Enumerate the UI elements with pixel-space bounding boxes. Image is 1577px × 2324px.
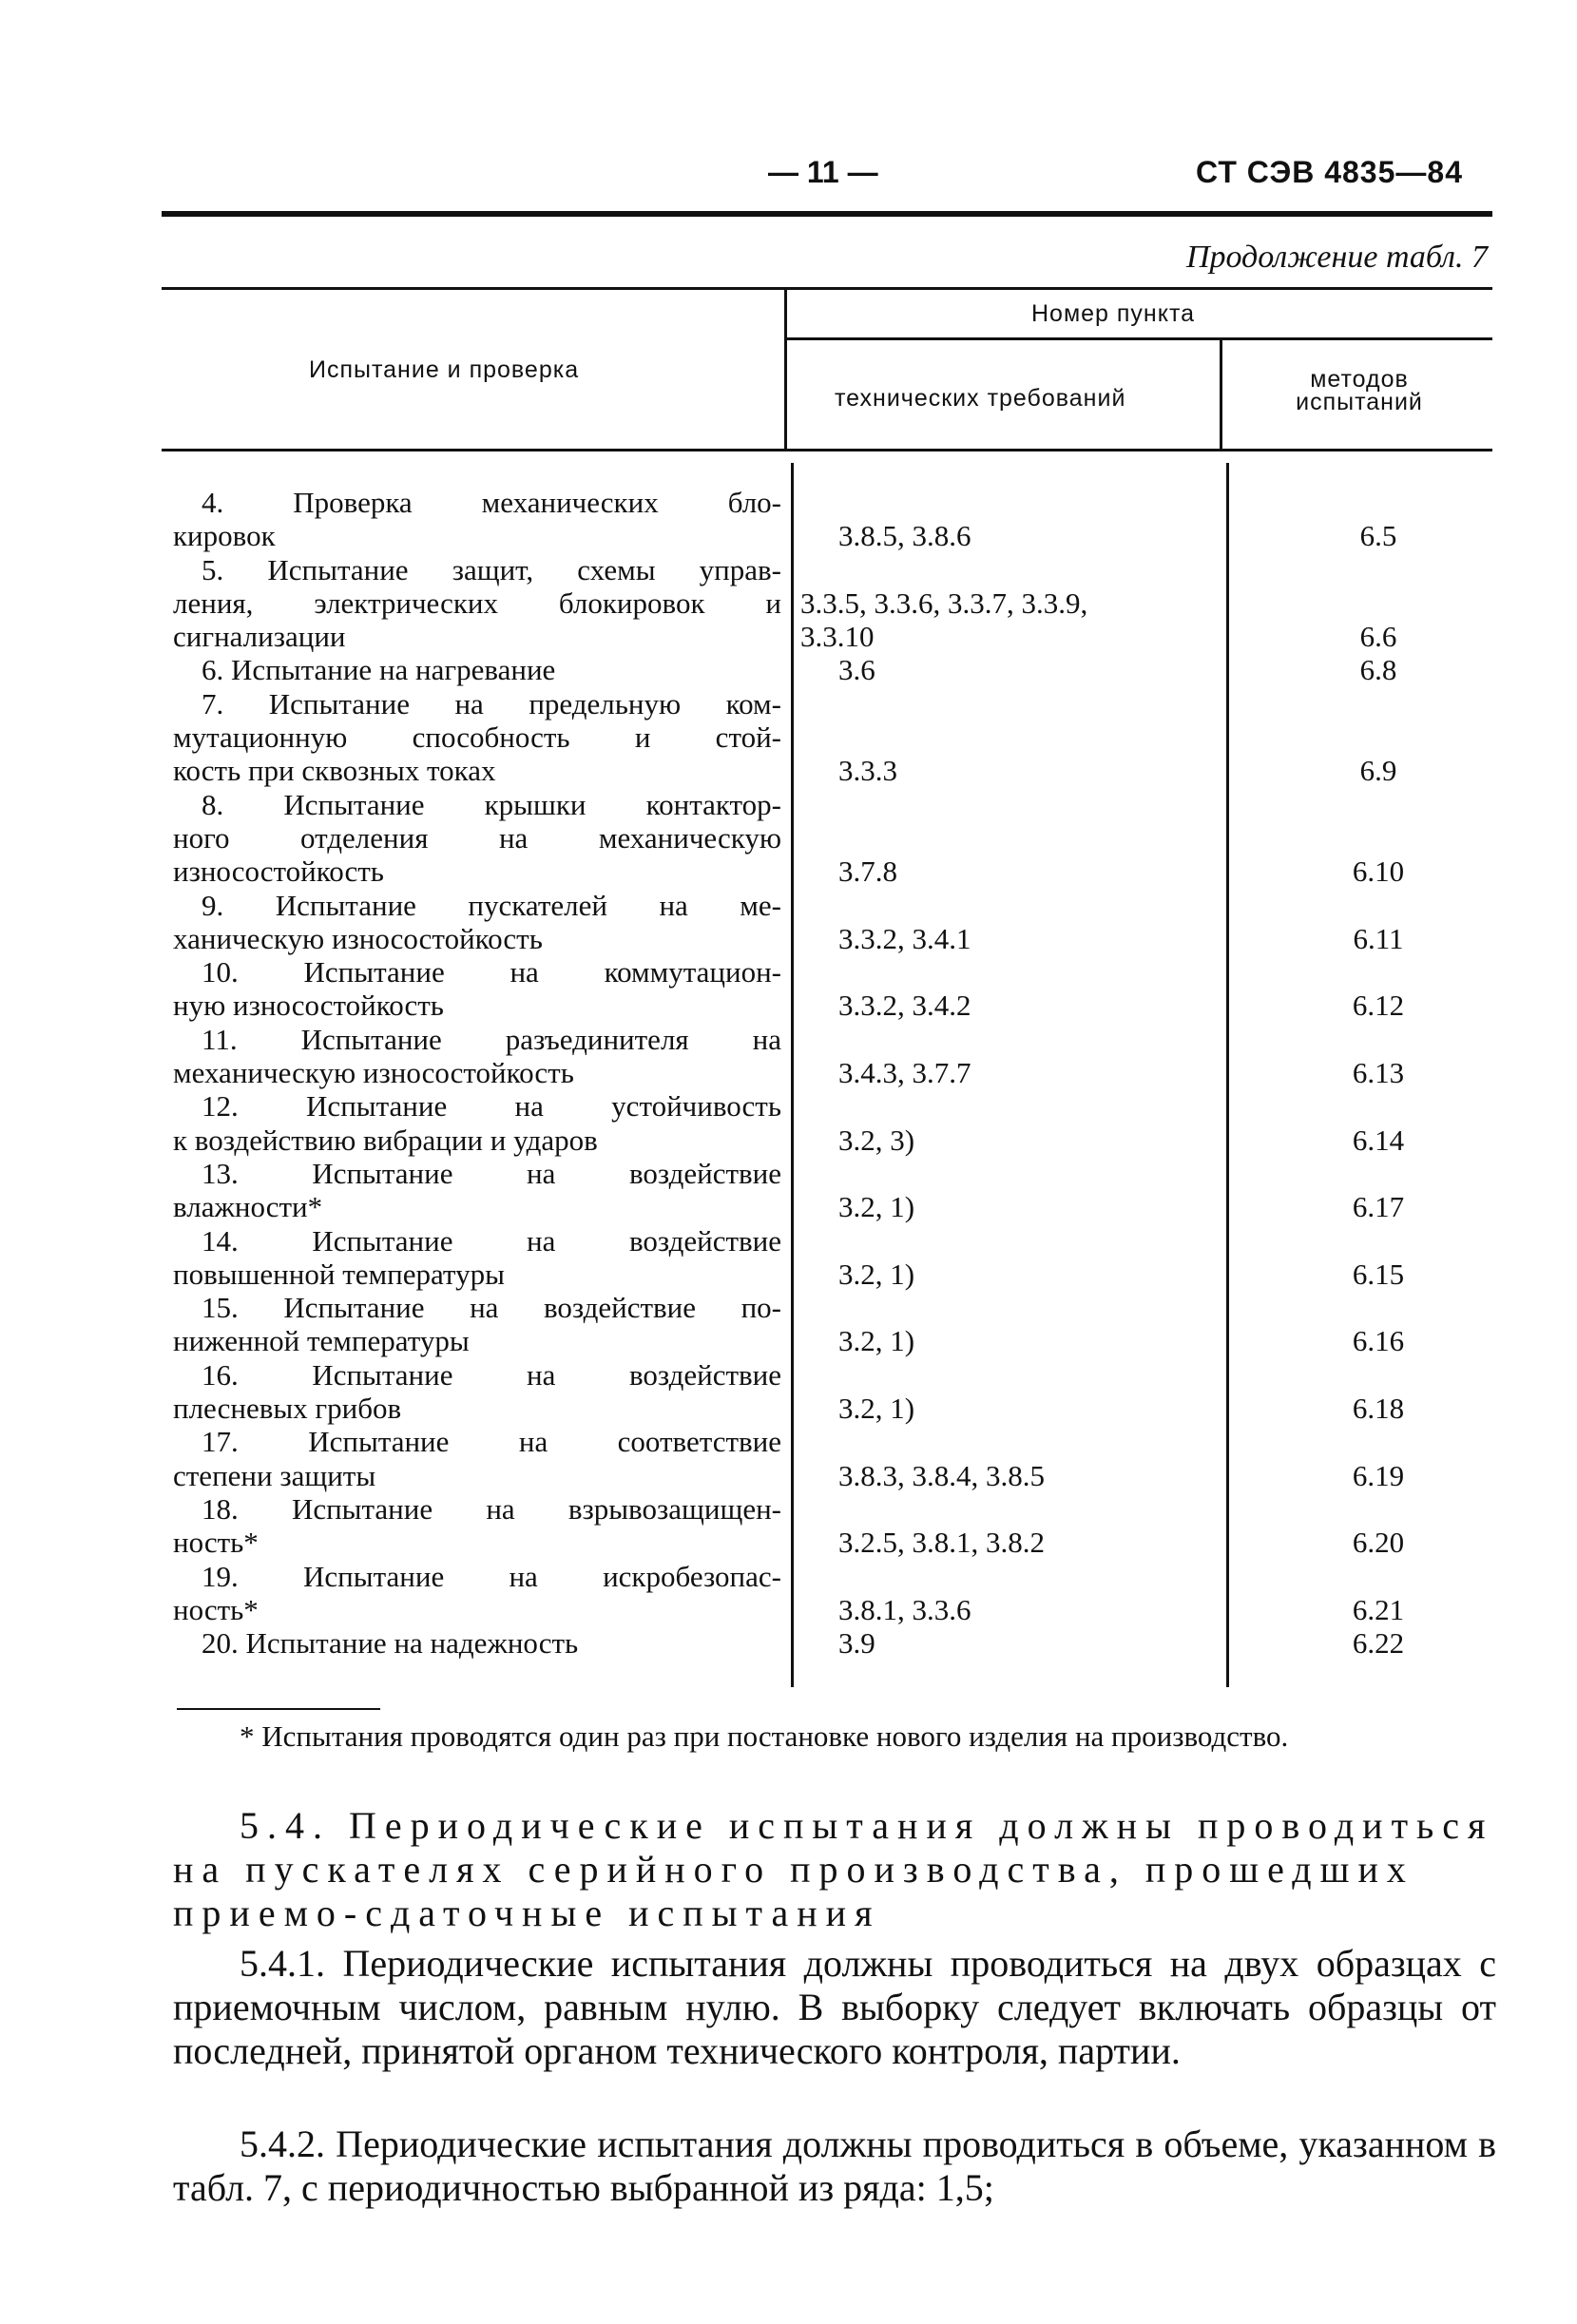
table-row <box>173 1358 1504 1426</box>
row-test-name <box>173 553 781 654</box>
row-line: 4. Проверка механических бло- <box>202 486 781 519</box>
row-tech-req: 3.3.2, 3.4.1 <box>838 921 971 955</box>
row-line: кость при сквозных токах <box>173 754 496 788</box>
table-row <box>173 653 1504 686</box>
table-row <box>173 1560 1504 1627</box>
footnote-rule <box>177 1708 380 1710</box>
row-line: ность* <box>173 1592 259 1626</box>
row-tech-req: 3.8.3, 3.8.4, 3.8.5 <box>838 1458 1045 1492</box>
header-test-methods-line2: испытаний <box>1296 389 1423 415</box>
table-header-divider <box>784 289 787 449</box>
row-test-method: 6.16 <box>1352 1324 1405 1358</box>
row-test-method: 6.12 <box>1352 989 1405 1023</box>
row-test-name <box>173 1492 781 1560</box>
section-5-4-2: 5.4.2. Периодические испытания должны проводиться в объеме, указанном в табл. 7, с периодичностью выбранной из ряда: 1,5; <box>173 2122 1496 2209</box>
row-tech-req: 3.7.8 <box>838 855 897 889</box>
row-test-name <box>173 687 781 788</box>
row-tech-req: 3.3.5, 3.3.6, 3.3.7, 3.3.9, 3.3.10 <box>800 586 1088 654</box>
row-line: влажности* <box>173 1190 323 1224</box>
row-test-name <box>173 1425 781 1492</box>
row-line: сигнализации <box>173 620 346 654</box>
row-tech-req: 3.8.5, 3.8.6 <box>838 519 971 553</box>
table-header-divider-2 <box>1220 339 1222 449</box>
row-line: 8. Испытание крышки контактор- <box>202 787 781 821</box>
row-line: ную износостойкость <box>173 989 444 1023</box>
table-row <box>173 1023 1504 1090</box>
footnote: * Испытания проводятся один раз при постановке нового изделия на производство. <box>240 1719 1289 1753</box>
row-line: ханическую износостойкость <box>173 921 543 955</box>
row-test-name <box>173 889 781 956</box>
row-line: ность* <box>173 1526 259 1560</box>
row-test-name <box>173 486 781 553</box>
row-line: 9. Испытание пускателей на ме- <box>202 888 781 922</box>
row-line: 20. Испытание на надежность <box>202 1626 579 1661</box>
row-tech-req: 3.9 <box>838 1626 875 1661</box>
row-test-method: 6.10 <box>1352 855 1405 889</box>
row-tech-req: 3.3.2, 3.4.2 <box>838 989 971 1023</box>
row-line: ного отделения на механическую <box>173 820 781 855</box>
row-line: 18. Испытание на взрывозащищен- <box>202 1491 781 1526</box>
row-test-name <box>173 1089 781 1157</box>
row-line: 6. Испытание на нагревание <box>202 653 556 687</box>
row-line: 10. Испытание на коммутацион- <box>202 955 781 989</box>
row-tech-req: 3.2, 1) <box>838 1392 915 1426</box>
row-test-method: 6.11 <box>1353 921 1404 955</box>
row-tech-req: 3.2, 1) <box>838 1257 915 1291</box>
row-test-method: 6.13 <box>1352 1056 1405 1090</box>
row-line: 13. Испытание на воздействие <box>202 1156 781 1190</box>
row-test-name <box>173 788 781 889</box>
row-test-name <box>173 1023 781 1090</box>
row-tech-req: 3.2.5, 3.8.1, 3.8.2 <box>838 1526 1045 1560</box>
row-line: повышенной температуры <box>173 1257 505 1291</box>
row-test-name <box>173 1291 781 1358</box>
row-test-name <box>173 1560 781 1627</box>
row-line: плесневых грибов <box>173 1392 402 1426</box>
header-test-methods-line1: методов <box>1310 366 1409 393</box>
row-line: 15. Испытание на воздействие по- <box>202 1291 781 1325</box>
row-test-method: 6.8 <box>1359 653 1397 687</box>
row-line: кировок <box>173 519 276 553</box>
row-test-method: 6.21 <box>1352 1592 1405 1626</box>
row-line: 5. Испытание защит, схемы управ- <box>202 552 781 586</box>
row-test-method: 6.19 <box>1352 1458 1405 1492</box>
table-row <box>173 1492 1504 1560</box>
table-continuation-label: Продолжение табл. 7 <box>1185 240 1488 275</box>
header-tech-requirements: технических требований <box>835 385 1126 412</box>
row-line: механическую износостойкость <box>173 1056 574 1090</box>
row-test-name <box>173 653 781 686</box>
row-line: 11. Испытание разъединителя на <box>202 1022 781 1056</box>
header-rule <box>162 211 1492 217</box>
row-test-method: 6.6 <box>1359 620 1397 654</box>
row-tech-req: 3.2, 1) <box>838 1190 915 1224</box>
table-row <box>173 1425 1504 1492</box>
table-row <box>173 486 1504 553</box>
table-row <box>173 1224 1504 1292</box>
table-row <box>173 1089 1504 1157</box>
row-tech-req: 3.3.3 <box>838 754 897 788</box>
table-row <box>173 687 1504 788</box>
row-line: 19. Испытание на искробезопас- <box>202 1559 781 1593</box>
row-test-method: 6.20 <box>1352 1526 1405 1560</box>
table-body <box>173 486 1504 1660</box>
table-row <box>173 1291 1504 1358</box>
row-line: ниженной температуры <box>173 1324 470 1358</box>
row-line: 7. Испытание на предельную ком- <box>202 686 781 720</box>
table-row <box>173 1157 1504 1224</box>
header-clause-number: Номер пункта <box>1031 300 1196 327</box>
row-test-name <box>173 955 781 1023</box>
row-test-method: 6.22 <box>1352 1626 1405 1661</box>
row-test-name <box>173 1626 781 1660</box>
row-line: 17. Испытание на соответствие <box>202 1425 781 1459</box>
row-line: мутационную способность и стой- <box>173 720 781 755</box>
row-tech-req: 3.2, 1) <box>838 1324 915 1358</box>
header-test: Испытание и проверка <box>309 356 580 383</box>
page-number: — 11 — <box>768 155 878 189</box>
row-test-method: 6.15 <box>1352 1257 1405 1291</box>
row-tech-req: 3.8.1, 3.3.6 <box>838 1592 971 1626</box>
header-test-methods <box>1226 368 1492 413</box>
table-row <box>173 553 1504 654</box>
row-tech-req: 3.2, 3) <box>838 1123 915 1157</box>
row-line: 16. Испытание на воздействие <box>202 1357 781 1392</box>
row-test-method: 6.14 <box>1352 1123 1405 1157</box>
row-test-name <box>173 1157 781 1224</box>
row-test-name <box>173 1358 781 1426</box>
row-tech-req: 3.4.3, 3.7.7 <box>838 1056 971 1090</box>
row-test-name <box>173 1224 781 1292</box>
table-row <box>173 788 1504 889</box>
table-row <box>173 1626 1504 1660</box>
row-line: к воздействию вибрации и ударов <box>173 1123 598 1157</box>
table-row <box>173 955 1504 1023</box>
row-line: 12. Испытание на устойчивость <box>202 1089 781 1124</box>
row-test-method: 6.17 <box>1352 1190 1405 1224</box>
row-line: износостойкость <box>173 855 384 889</box>
row-line: степени защиты <box>173 1458 376 1492</box>
row-tech-req: 3.6 <box>838 653 875 687</box>
table-subheader-rule <box>786 337 1492 340</box>
standard-code: СТ СЭВ 4835—84 <box>1196 155 1463 189</box>
row-test-method: 6.5 <box>1359 519 1397 553</box>
table-row <box>173 889 1504 956</box>
row-test-method: 6.9 <box>1359 754 1397 788</box>
table-header-bottom-rule <box>162 449 1492 451</box>
section-5-4-1: 5.4.1. Периодические испытания должны проводиться на двух образцах с приемочным числом, равным нулю. В выборку следует включать образцы от последней, принятой органом технического контроля, партии. <box>173 1942 1496 2072</box>
row-test-method: 6.18 <box>1352 1392 1405 1426</box>
row-line: 14. Испытание на воздействие <box>202 1223 781 1258</box>
table-top-rule <box>162 287 1492 290</box>
row-line: ления, электрических блокировок и <box>173 586 781 620</box>
section-5-4: 5.4. Периодические испытания должны проводиться на пускателях серийного производства, прошедших приемо-сдаточные испытания <box>173 1804 1494 1934</box>
